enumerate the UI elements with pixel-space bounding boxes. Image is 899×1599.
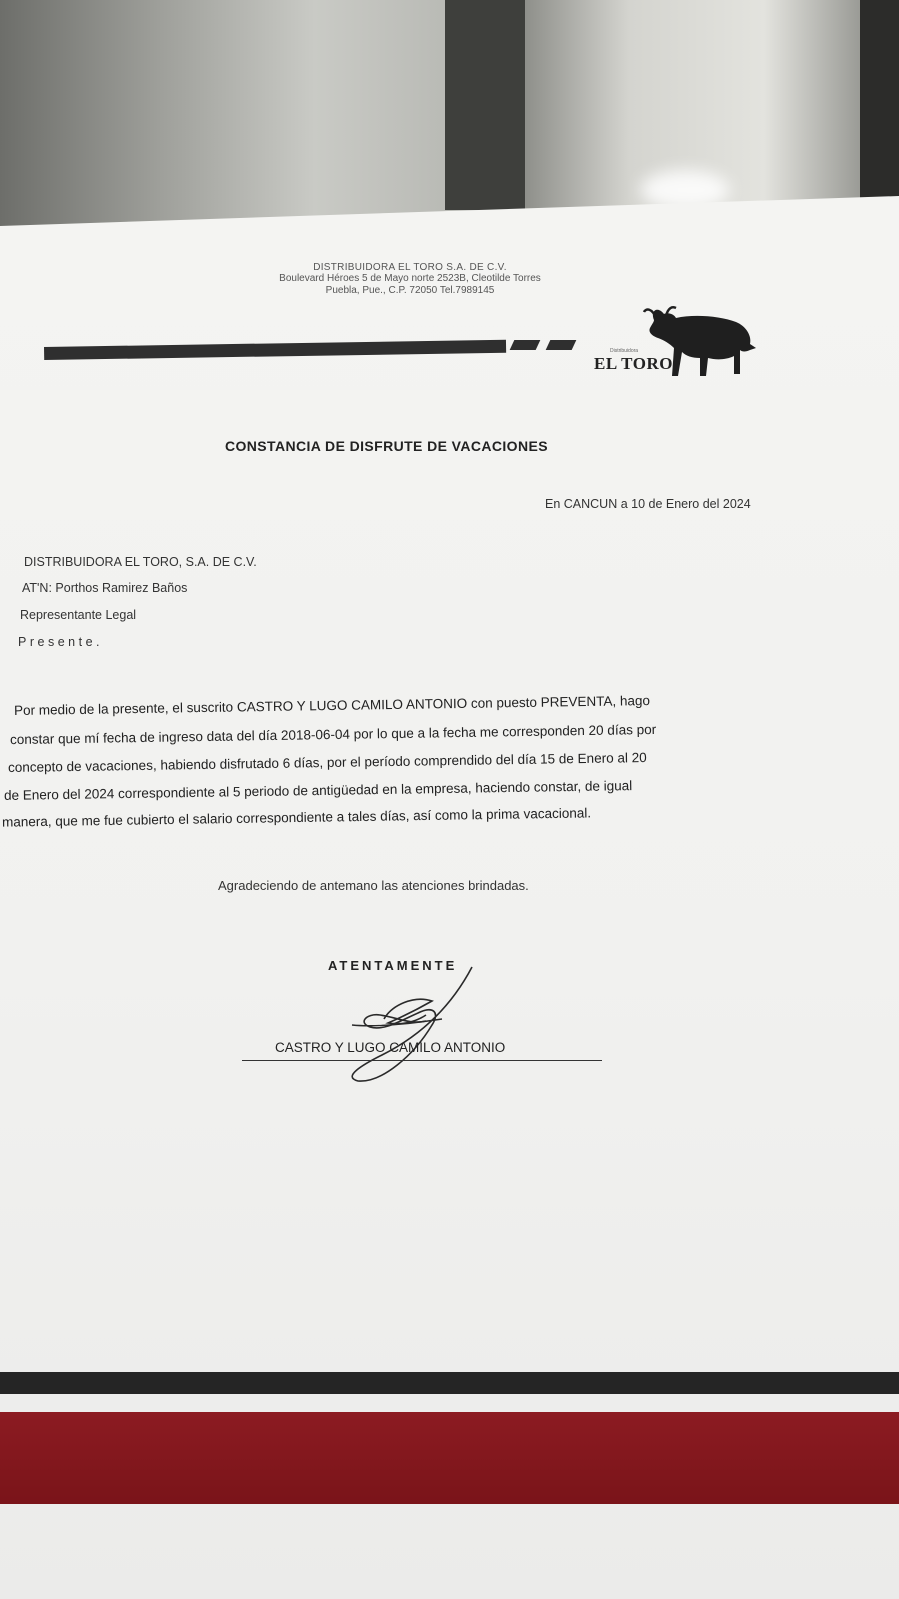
body-line: manera, que me fue cubierto el salario correspondiente a tales días, así como la prima vacacional. (1, 805, 592, 830)
body-line: Por medio de la presente, el suscrito CASTRO Y LUGO CAMILO ANTONIO con puesto PREVENTA, hago (13, 693, 651, 718)
closing-text: Agradeciendo de antemano las atenciones brindadas. (218, 878, 529, 893)
recipient-attn: AT'N: Porthos Ramirez Baños (22, 581, 188, 595)
document-title: CONSTANCIA DE DISFRUTE DE VACACIONES (225, 438, 548, 454)
letterhead-rule-dash (546, 340, 577, 350)
bull-icon (642, 302, 762, 382)
footer-stripe-black (0, 1372, 899, 1394)
recipient-company: DISTRIBUIDORA EL TORO, S.A. DE C.V. (24, 555, 257, 569)
footer-stripe-red (0, 1412, 899, 1504)
signature-line (242, 1060, 602, 1061)
signer-name: CASTRO Y LUGO CAMILO ANTONIO (275, 1040, 506, 1055)
logo-word: EL TORO (594, 354, 673, 373)
recipient-presente: Presente. (18, 635, 104, 649)
background-pillar (445, 0, 525, 210)
letterhead (200, 262, 620, 297)
body-line: constar que mí fecha de ingreso data del día 2018-06-04 por lo que a la fecha me corresponden 20 días por (9, 721, 657, 748)
logo-small-text: Distribuidora (610, 348, 639, 354)
sign-off: ATENTAMENTE (328, 958, 458, 973)
recipient-role: Representante Legal (20, 608, 137, 622)
letterhead-company: DISTRIBUIDORA EL TORO S.A. DE C.V. (313, 262, 507, 273)
body-line: concepto de vacaciones, habiendo disfrutado 6 días, por el período comprendido del día 15 de Enero al 20 (7, 749, 647, 776)
company-logo (592, 302, 772, 384)
body-line: de Enero del 2024 correspondiente al 5 periodo de antigüedad en la empresa, haciendo constar, de igual (3, 778, 633, 803)
handwritten-signature (322, 965, 492, 1085)
date-line: En CANCUN a 10 de Enero del 2024 (545, 497, 751, 511)
letterhead-address-line-2: Puebla, Pue., C.P. 72050 Tel.7989145 (325, 285, 495, 296)
letterhead-address-line-1: Boulevard Héroes 5 de Mayo norte 2523B, Cleotilde Torres (279, 273, 541, 284)
letterhead-rule-dash (510, 340, 541, 350)
